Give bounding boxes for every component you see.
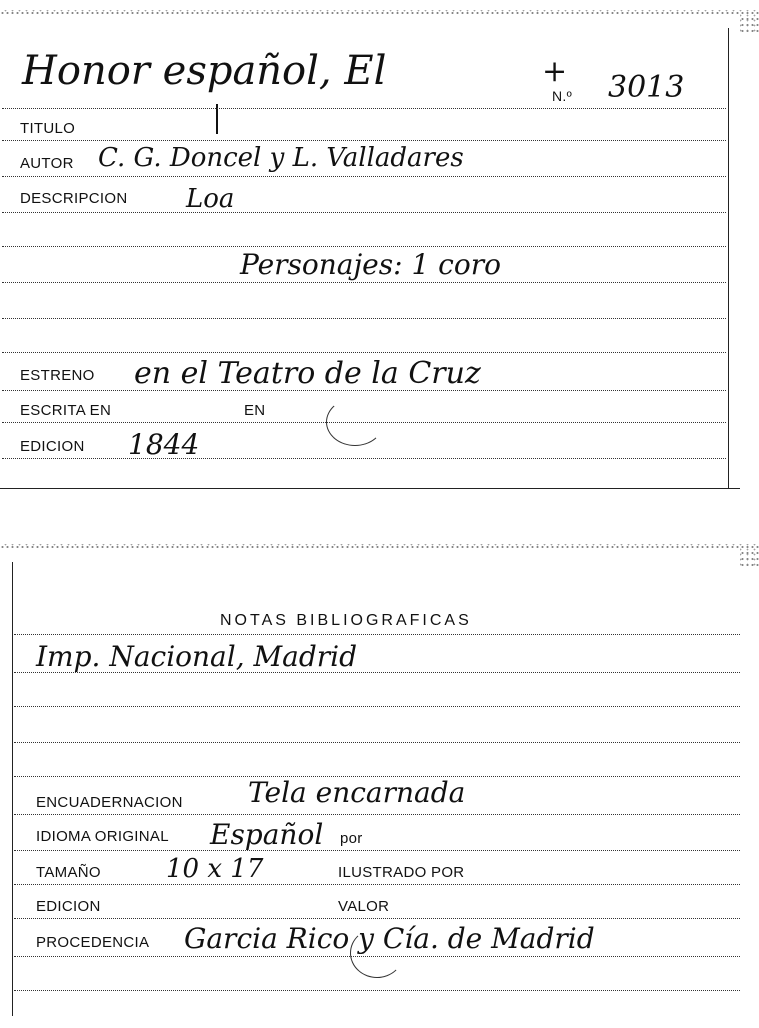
estreno-value: en el Teatro de la Cruz [134, 356, 481, 391]
rule-line [14, 850, 740, 851]
autor-label: AUTOR [20, 155, 74, 172]
tamano-label: TAMAÑO [36, 864, 101, 881]
rule-line [2, 318, 726, 319]
rule-line [2, 390, 726, 391]
edicion-back-label: EDICION [36, 898, 101, 915]
idioma-value: Español [210, 818, 324, 851]
tamano-value: 10 x 17 [166, 854, 264, 884]
escrita-en-label: ESCRITA EN [20, 402, 112, 419]
rule-line [2, 212, 726, 213]
notes-value: Imp. Nacional, Madrid [36, 640, 358, 673]
rule-line [14, 742, 740, 743]
notas-heading: NOTAS BIBLIOGRAFICAS [220, 612, 472, 629]
rule-line [14, 990, 740, 991]
edicion-label: EDICION [20, 438, 85, 455]
edicion-value: 1844 [128, 428, 200, 461]
por-label: por [340, 830, 363, 847]
rule-line [2, 352, 726, 353]
rule-line [2, 140, 726, 141]
rule-line [2, 176, 726, 177]
card-front-right-border [728, 28, 729, 488]
encuadernacion-value: Tela encarnada [248, 776, 466, 809]
rule-line [14, 884, 740, 885]
rule-line [14, 956, 740, 957]
rule-line [14, 814, 740, 815]
number-value: 3013 [608, 70, 685, 105]
autor-value: C. G. Doncel y L. Valladares [98, 143, 464, 173]
stamp-mark [326, 398, 384, 446]
rule-line [14, 634, 740, 635]
rule-line [14, 918, 740, 919]
stamp-mark [350, 928, 404, 978]
rule-line [2, 108, 726, 109]
card-front-bottom-border [0, 488, 740, 489]
valor-label: VALOR [338, 898, 390, 915]
rule-line [2, 246, 726, 247]
idioma-label: IDIOMA ORIGINAL [36, 828, 169, 845]
number-label: N.º [552, 88, 573, 104]
descripcion-value: Loa [186, 184, 235, 214]
ilustrado-label: ILUSTRADO POR [338, 864, 465, 881]
personajes-value: Personajes: 1 coro [240, 248, 501, 281]
descripcion-label: DESCRIPCION [20, 190, 128, 207]
card-back-left-border [12, 562, 13, 1016]
rule-line [14, 672, 740, 673]
procedencia-value: Garcia Rico y Cía. de Madrid [184, 922, 595, 955]
title-handwritten: Honor español, El [22, 48, 387, 94]
estreno-label: ESTRENO [20, 367, 95, 384]
rule-line [2, 458, 726, 459]
encuadernacion-label: ENCUADERNACION [36, 794, 183, 811]
rule-line [14, 706, 740, 707]
en-label: EN [244, 402, 266, 419]
number-cross: + [542, 54, 568, 89]
procedencia-label: PROCEDENCIA [36, 934, 150, 951]
rule-line [2, 282, 726, 283]
titulo-label: TITULO [20, 120, 76, 137]
